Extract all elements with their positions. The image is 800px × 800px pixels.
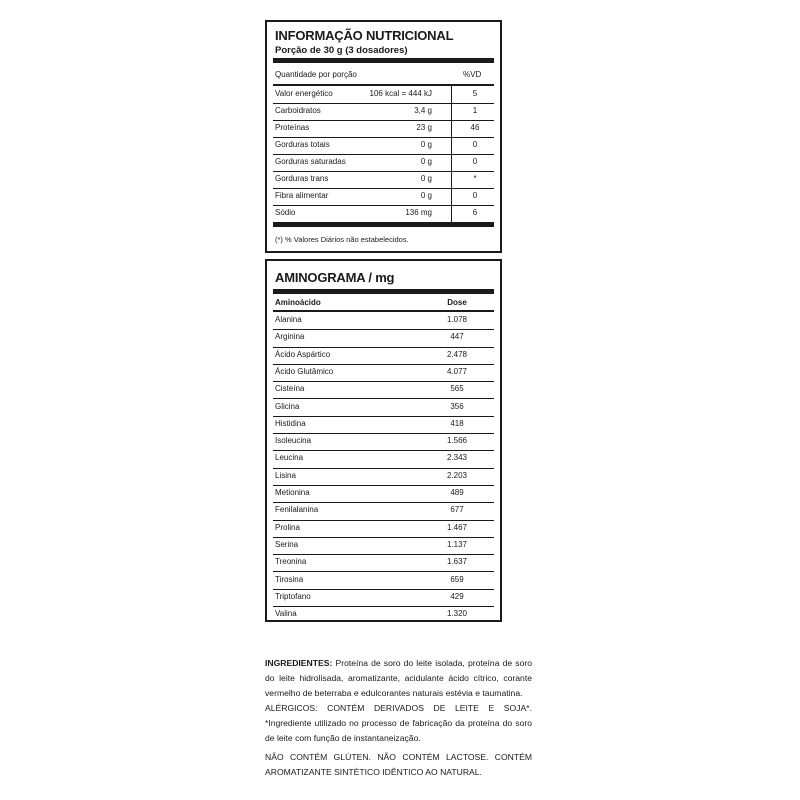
nutrition-facts-table [265,20,502,253]
amino-acid-name: Ácido Aspártico [275,349,331,359]
divider [273,289,494,294]
amino-acid-name: Serina [275,539,299,549]
aminogram-row [273,589,494,607]
nutrient-name: Carboidratos [275,106,321,115]
amino-acid-name: Valina [275,609,297,619]
amino-acid-name: Tirosina [275,574,304,584]
nutrient-name: Proteínas [275,123,310,132]
portion-size: Porção de 30 g (3 dosadores) [275,45,408,56]
nutrient-amount: 136 mg [405,208,432,217]
nutrient-vd: 5 [472,89,478,98]
amino-acid-dose: 2.203 [446,470,468,480]
nutrition-row [273,171,494,189]
amino-acid-name: Lisina [275,470,296,480]
column-divider [451,205,452,222]
amino-acid-dose: 489 [450,488,464,497]
amino-acid-name: Alanina [275,315,302,324]
warnings-text: NÃO CONTÉM GLÚTEN. NÃO CONTÉM LACTOSE. CONTÉM AROMATIZANTE SINTÉTICO IDÊNTICO AO NATURAL. [265,752,532,777]
allergens-text: ALÉRGICOS: CONTÉM DERIVADOS DE LEITE E SOJA*. *Ingrediente utilizado no processo de fabricação da proteína do soro de leite com função de instantaneização. [265,703,532,743]
amino-acid-name: Arginina [275,332,305,342]
aminogram-row [273,329,494,347]
aminogram-row [273,502,494,520]
amino-acid-name: Triptofano [275,591,311,601]
aminogram-row [273,381,494,399]
nutrient-amount: 0 g [420,140,432,149]
amino-acid-dose: 677 [450,505,464,515]
amino-acid-dose: 565 [450,384,464,394]
nutrient-amount: 3,4 g [414,106,432,115]
nutrient-name: Valor energético [275,89,333,98]
nutrient-vd: 0 [472,157,478,166]
aminogram-row [273,606,494,623]
aminogram-row [273,312,494,330]
amino-acid-dose: 1.566 [446,436,468,446]
header-vd: %VD [463,70,482,79]
nutrition-row [273,154,494,172]
amino-acid-name: Ácido Glutâmico [275,366,334,376]
nutrient-vd: 1 [472,106,478,115]
nutrient-name: Sódio [275,208,296,217]
column-divider [451,86,452,103]
column-divider [451,120,452,137]
amino-acid-dose: 447 [450,332,464,342]
aminogram-title: AMINOGRAMA / mg [275,270,395,285]
aminogram-row [273,485,494,503]
ingredients-label: INGREDIENTES: [265,658,333,668]
ingredients-paragraph [265,656,532,701]
footnote: (*) % Valores Diários não estabelecidos. [275,235,409,244]
amino-acid-name: Prolina [275,522,300,532]
nutrition-title: INFORMAÇÃO NUTRICIONAL [275,28,454,43]
amino-acid-dose: 356 [450,401,464,411]
column-divider [451,188,452,205]
divider [273,222,494,227]
nutrient-name: Gorduras totais [275,140,330,149]
ingredients-text: Proteína de soro do leite isolada, proteína de soro do leite hidrolisada, aromatizante, acidulante ácido cítrico, corante vermelho de beterraba e edulcorantes naturais estévia e taumatina. [265,658,533,698]
nutrition-row [273,188,494,206]
amino-acid-dose: 1.137 [446,539,468,549]
amino-acid-dose: 2.478 [446,349,468,359]
header-dose: Dose [447,298,467,307]
nutrient-name: Gorduras saturadas [275,157,346,166]
amino-acid-name: Leucina [275,453,304,463]
aminogram-row [273,347,494,365]
nutrient-name: Gorduras trans [275,174,329,183]
amino-acid-name: Isoleucina [275,436,312,446]
nutrient-vd: 0 [472,140,478,149]
aminogram-row [273,399,494,417]
nutrition-row [273,103,494,121]
nutrient-amount: 0 g [420,191,432,200]
amino-acid-dose: 1.320 [446,609,468,619]
amino-acid-dose: 418 [450,418,464,428]
divider [273,58,494,63]
aminogram-row [273,572,494,590]
header-amino: Aminoácido [275,298,321,307]
amino-acid-name: Fenilalanina [275,505,319,515]
amino-acid-dose: 2.343 [446,453,468,463]
nutrient-name: Fibra alimentar [275,191,329,200]
nutrition-row [273,137,494,155]
amino-acid-name: Metionina [275,488,310,497]
nutrition-row [273,86,494,104]
column-divider [451,137,452,154]
nutrient-vd: 6 [472,208,478,217]
amino-acid-dose: 659 [450,574,464,584]
nutrient-amount: 23 g [416,123,432,132]
aminogram-row [273,416,494,434]
nutrient-amount: 0 g [420,157,432,166]
aminogram-row [273,537,494,555]
nutrition-row [273,205,494,222]
amino-acid-name: Treonina [275,557,307,567]
amino-acid-dose: 1.078 [446,315,468,324]
aminogram-table [265,259,502,622]
nutrition-row [273,120,494,138]
aminogram-row [273,450,494,468]
nutrient-amount: 0 g [420,174,432,183]
aminogram-row [273,468,494,486]
aminogram-row [273,554,494,572]
ingredients-block [265,656,532,780]
amino-acid-name: Cisteína [275,384,305,394]
aminogram-row [273,433,494,451]
aminogram-row [273,520,494,538]
nutrient-vd: 0 [472,191,478,200]
column-divider [451,171,452,188]
nutrient-vd: * [473,174,477,183]
header-quantity: Quantidade por porção [275,70,357,79]
aminogram-row [273,364,494,382]
amino-acid-dose: 429 [450,591,464,601]
column-divider [451,154,452,171]
nutrient-amount: 106 kcal = 444 kJ [369,89,432,98]
column-divider [451,103,452,120]
amino-acid-dose: 4.077 [446,366,468,376]
amino-acid-dose: 1.637 [446,557,468,567]
amino-acid-name: Histidina [275,418,306,428]
amino-acid-dose: 1.467 [446,522,468,532]
nutrient-vd: 46 [470,123,480,132]
amino-acid-name: Glicina [275,401,300,411]
